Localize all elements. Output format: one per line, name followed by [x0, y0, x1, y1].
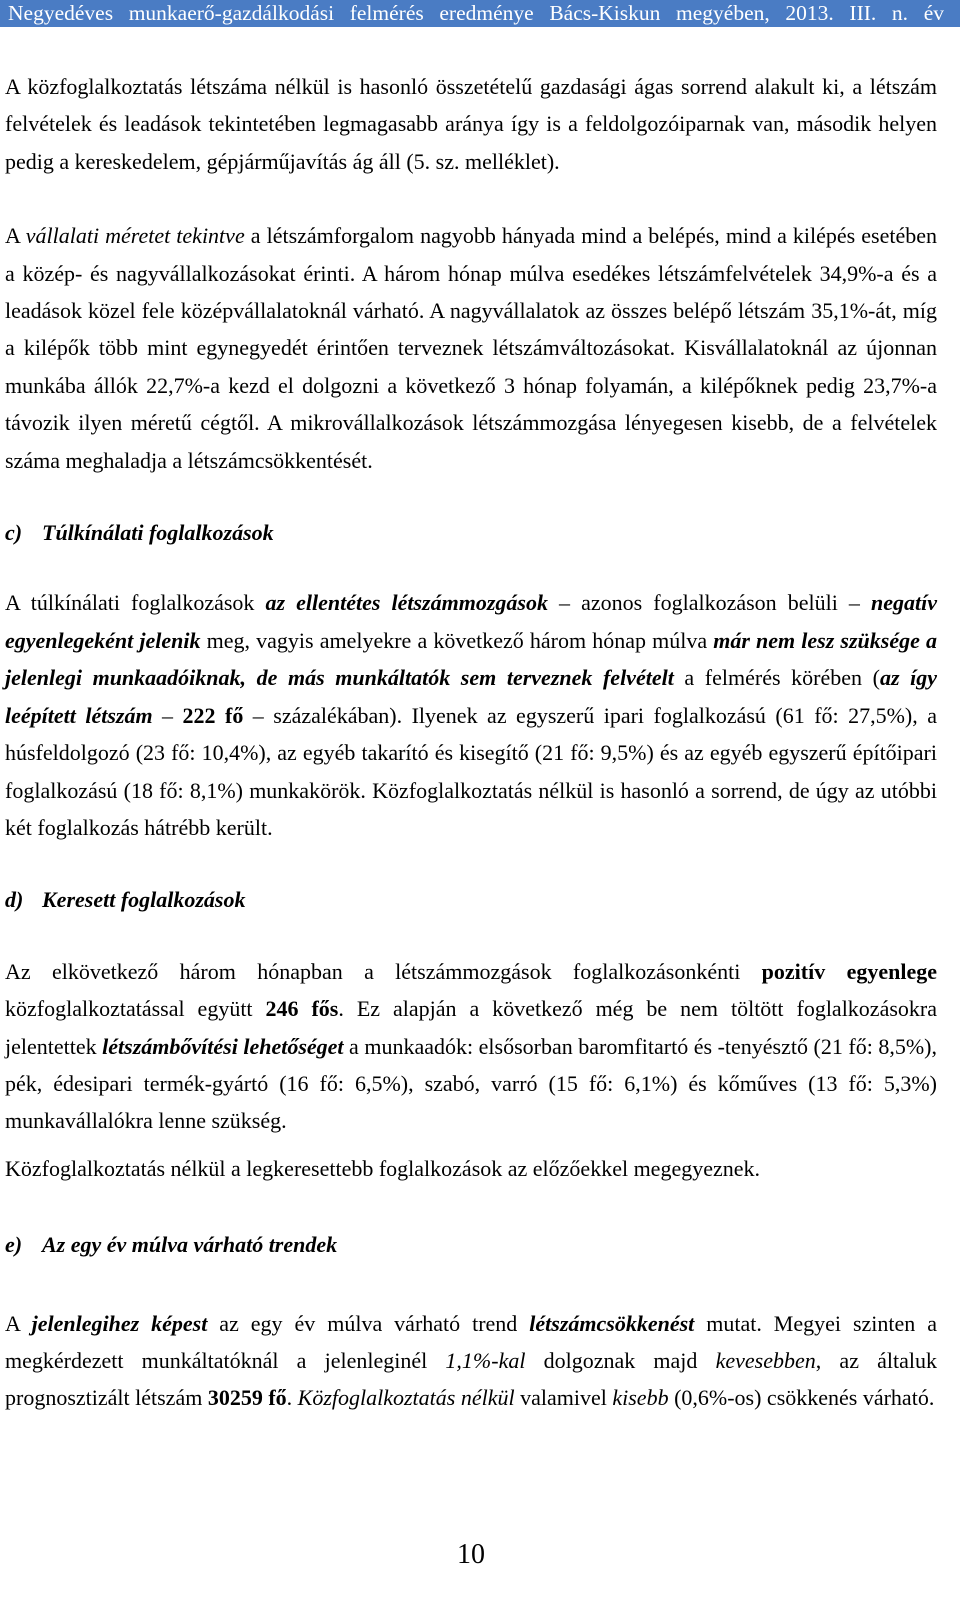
text-run: közfoglalkoztatással együtt: [5, 996, 266, 1022]
text-run: (0,6%-os) csökkenés várható.: [668, 1385, 935, 1411]
section-heading-demand: [5, 881, 937, 918]
text-run: –: [152, 702, 183, 728]
emphasis-italic: kisebb: [612, 1385, 669, 1411]
text-run: Közfoglalkoztatás nélkül a legkeresettebb foglalkozások az előzőekkel megegyeznek.: [5, 1155, 761, 1181]
text-run: a felmérés körében (: [673, 665, 880, 691]
page-body: [5, 68, 937, 1417]
emphasis-bold: pozitív egyenlege: [761, 958, 937, 984]
emphasis-bold-italic: az ellentétes létszámmozgások: [265, 590, 548, 616]
emphasis-bold-italic: létszámbővítési lehetőséget: [102, 1033, 344, 1059]
emphasis-italic: Közfoglalkoztatás nélkül: [297, 1385, 515, 1411]
paragraph-oversupply: [5, 584, 937, 846]
paragraph-company-size: [5, 217, 937, 479]
text-run: , az általuk prognosztizált létszám: [5, 1347, 938, 1411]
emphasis-bold-italic: negatív egyenlegeként jelenik: [5, 590, 937, 653]
emphasis-bold: 30259 fő: [207, 1385, 287, 1411]
section-heading-trends: [5, 1226, 937, 1263]
section-title: Az egy év múlva várható trendek: [42, 1232, 338, 1258]
text-run: A túlkínálati foglalkozások: [5, 590, 266, 616]
paragraph-sector-order: [5, 68, 937, 180]
text-run: dolgoznak majd: [525, 1347, 716, 1373]
section-heading-oversupply: [5, 514, 937, 551]
section-label: e): [5, 1232, 23, 1258]
section-label: d): [5, 887, 24, 913]
emphasis-italic: 1,1%-kal: [445, 1347, 526, 1373]
text-run: a létszámforgalom nagyobb hányada mind a belépés, mind a kilépés esetében a közép- és nagyvállalkozásokat érinti. A három hónap múlva esedékes létszámfelvételek 34,9%-a és a leadások közel fele középvállalatoknál várható. A nagyvállalatok az összes belépő létszám 35,1%-át, míg a kilépők több mint egynegyedét érintően terveznek létszámváltozásokat. Kisvállalatoknál az újonnan munkába állók 22,7%-a kezd el dolgozni a következő 3 hónap folyamán, a kilépőknek pedig 23,7%-a távozik ilyen méretű cégtől. A mikrovállalkozások létszámmozgása lényegesen kisebb, de a felvételek száma meghaladja a létszámcsökkentését.: [5, 223, 938, 473]
paragraph-trends: [5, 1305, 937, 1417]
emphasis-bold: 222 fő: [182, 702, 244, 728]
document-title: Negyedéves munkaerő-gazdálkodási felmérés eredménye Bács-Kiskun megyében, 2013. III. n. év: [8, 1, 944, 25]
text-run: A: [5, 1310, 32, 1336]
text-run: – azonos foglalkozáson belüli –: [547, 590, 871, 616]
text-run: A közfoglalkoztatás létszáma nélkül is hasonló összetételű gazdasági ágas sorrend alakult ki, a létszám felvételek és leadások tekintetében legmagasabb aránya így is a feldolgozóiparnak van, második helyen pedig a kereskedelem, gépjárműjavítás ág áll (5. sz. melléklet).: [5, 74, 937, 174]
emphasis-bold-italic: már nem lesz szüksége a jelenlegi munkaadóiknak, de más munkáltatók sem terveznek felvételt: [5, 627, 937, 691]
emphasis-italic: vállalati méretet tekintve: [25, 223, 245, 249]
emphasis-bold-italic: az így leépített létszám: [5, 665, 937, 728]
text-run: meg, vagyis amelyekre a következő három hónap múlva: [200, 627, 714, 653]
text-run: . Ez alapján a következő még be nem töltött foglalkozásokra jelentettek: [5, 996, 937, 1059]
emphasis-bold-italic: létszámcsökkenést: [529, 1310, 695, 1336]
paragraph-demand-note: [5, 1150, 937, 1187]
text-run: .: [286, 1385, 298, 1411]
section-title: Keresett foglalkozások: [42, 887, 246, 913]
text-run: – százalékában). Ilyenek az egyszerű ipari foglalkozású (61 fő: 27,5%), a húsfeldolgozó (23 fő: 10,4%), az egyéb takarító és kisegítő (21 fő: 9,5%) és az egyéb egyszerű építőipari foglalkozású (18 fő: 8,1%) munkakörök. Közfoglalkoztatás nélkül is hasonló a sorrend, de úgy az utóbbi két foglalkozás hátrébb került.: [5, 702, 937, 840]
paragraph-demand: [5, 953, 937, 1140]
section-label: c): [5, 520, 23, 546]
text-run: a munkaadók: elsősorban baromfitartó és -tenyésztő (21 fő: 8,5%), pék, édesipari termék-gyártó (16 fő: 6,5%), szabó, varró (15 fő: 6,1%) és kőműves (13 fő: 5,3%) munkavállalókra lenne szükség.: [5, 1033, 937, 1134]
text-run: A: [5, 223, 26, 249]
text-run: az egy év múlva várható trend: [207, 1310, 530, 1336]
running-header: [0, 0, 960, 27]
page-number: 10: [457, 1539, 485, 1570]
text-run: mutat. Megyei szinten a megkérdezett munkáltatóknál a jelenleginél: [5, 1310, 937, 1373]
emphasis-bold-italic: jelenlegihez képest: [31, 1310, 208, 1336]
text-run: valamivel: [514, 1385, 613, 1411]
emphasis-bold: 246 fős: [265, 996, 339, 1022]
section-title: Túlkínálati foglalkozások: [42, 520, 274, 546]
text-run: Az elkövetkező három hónapban a létszámmozgások foglalkozásonkénti: [5, 958, 762, 984]
emphasis-italic: kevesebben: [715, 1347, 816, 1373]
